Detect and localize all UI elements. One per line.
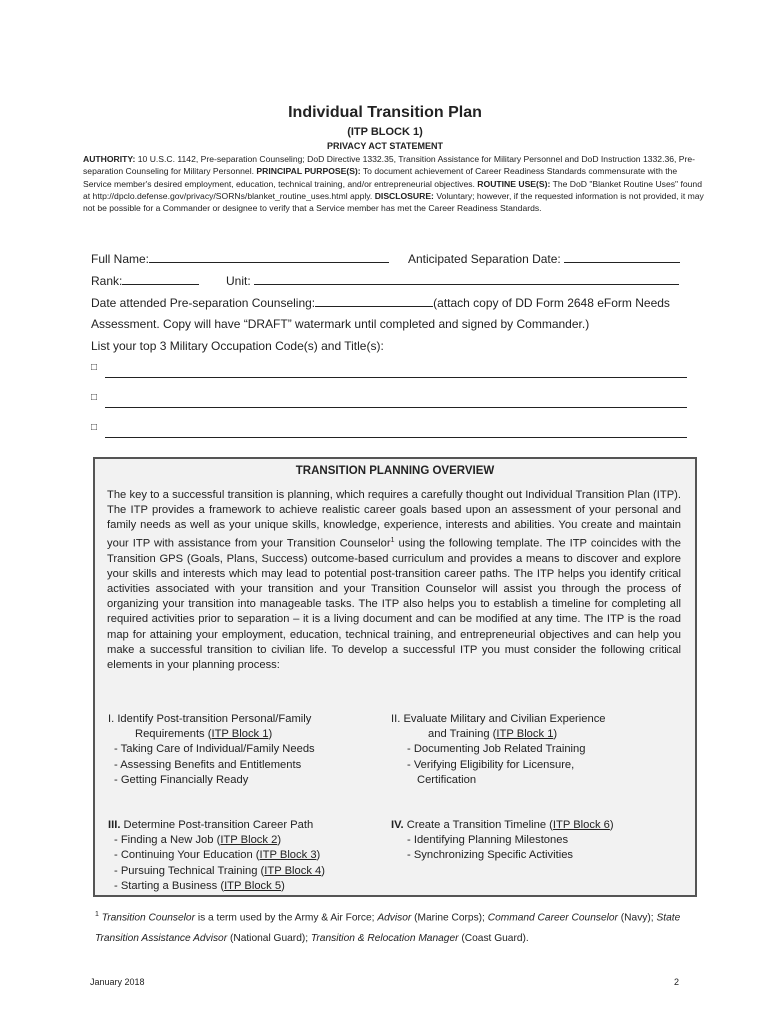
full-name-row — [91, 250, 389, 266]
section-2-numeral: II. — [391, 713, 401, 725]
footnote-text: (Marine Corps); — [411, 912, 488, 924]
checkbox-1[interactable]: □ — [91, 362, 98, 373]
disclosure-text: Voluntary; however, if the requested information is not provided, it may not be possible for a Commander or designee to verify that a Service member has met the Career Readiness Standards. — [83, 190, 704, 214]
itp-block-1-link[interactable]: ITP Block 1 — [211, 728, 269, 741]
disclosure-label: DISCLOSURE: — [374, 190, 434, 201]
section-1-item: - Assessing Benefits and Entitlements — [114, 758, 302, 771]
section-2-item: - Documenting Job Related Training — [407, 743, 586, 756]
itp-block-2-link[interactable]: ITP Block 2 — [220, 834, 278, 847]
privacy-heading: PRIVACY ACT STATEMENT — [326, 141, 443, 151]
footnote-marker: 1 — [95, 911, 99, 918]
rank-row — [91, 272, 199, 288]
rank-label: Rank: — [91, 274, 123, 288]
section-3-item: - Pursuing Technical Training (ITP Block 4) — [114, 864, 326, 877]
authority-label: AUTHORITY: — [83, 154, 136, 164]
itp-block-5-link[interactable]: ITP Block 5 — [224, 879, 282, 892]
routine-label: ROUTINE USE(S): — [477, 178, 551, 189]
section-3 — [108, 818, 325, 894]
footnote-term: Command Career Counselor — [487, 912, 618, 924]
section-1-subtitle: Requirements ( — [135, 728, 212, 741]
rank-field[interactable] — [122, 272, 199, 285]
section-2-close: ) — [553, 728, 558, 741]
separation-date-field[interactable] — [564, 250, 680, 263]
section-4-title: Create a Transition Timeline ( — [406, 819, 553, 831]
footnote-text: is a term used by the Army & Air Force; — [195, 912, 378, 924]
mos-input-line-1 — [105, 377, 687, 378]
section-1 — [108, 712, 315, 788]
section-2-subtitle: and Training ( — [428, 728, 497, 741]
full-name-field[interactable] — [149, 250, 389, 263]
unit-field[interactable] — [254, 272, 679, 285]
counseling-date-field[interactable] — [315, 294, 433, 307]
full-name-label: Full Name: — [91, 252, 150, 266]
section-2-item: Certification — [417, 773, 477, 786]
section-1-numeral: I. — [108, 713, 115, 725]
itp-block-6-link[interactable]: ITP Block 6 — [552, 819, 610, 831]
section-1-title: Identify Post-transition Personal/Family — [117, 713, 312, 725]
purpose-label: PRINCIPAL PURPOSE(S): — [256, 166, 361, 177]
transition-planning-overview — [93, 457, 697, 897]
section-3-numeral: III. — [108, 819, 121, 831]
itp-block-4-link[interactable]: ITP Block 4 — [264, 864, 322, 877]
unit-label: Unit: — [226, 274, 251, 288]
mos-line-1[interactable] — [91, 362, 687, 378]
section-2-title: Evaluate Military and Civilian Experience — [403, 713, 606, 725]
section-4 — [391, 818, 614, 864]
section-4-numeral: IV. — [391, 819, 404, 831]
counseling-row — [91, 294, 670, 310]
footnote-ref: 1 — [390, 537, 395, 545]
footer-date: January 2018 — [90, 977, 145, 987]
footnote-term: State Transition Assistance Advisor — [95, 912, 681, 944]
mos-line-3[interactable] — [91, 422, 687, 438]
counseling-note: (attach copy of DD Form 2648 eForm Needs — [433, 296, 670, 310]
footnote-term: Transition & Relocation Manager — [310, 932, 459, 944]
overview-title: TRANSITION PLANNING OVERVIEW — [295, 465, 495, 477]
section-1-item: - Taking Care of Individual/Family Needs — [114, 743, 315, 756]
section-2 — [391, 712, 606, 788]
section-4-close: ) — [609, 819, 614, 831]
mos-line-2[interactable] — [91, 392, 687, 408]
authority-text: 10 U.S.C. 1142, Pre-separation Counseling; DoD Directive 1332.35, Transition Assistance for Military Personnel and DoD Instruction 1332.36, Pre-separation Counseling for Military Personnel. — [83, 154, 696, 177]
checkbox-2[interactable]: □ — [91, 392, 98, 403]
footnote-text: (Coast Guard). — [458, 932, 529, 944]
footnote-term: Advisor — [377, 912, 412, 924]
section-1-item: - Getting Financially Ready — [114, 773, 249, 786]
page-number: 2 — [674, 977, 680, 987]
mos-input-line-3 — [105, 437, 687, 438]
itp-block-1-link-2[interactable]: ITP Block 1 — [496, 728, 554, 741]
purpose-text: To document achievement of Career Readiness Standards commensurate with the Service member's desired employment, education, technical training, and/or entrepreneurial objectives. — [83, 166, 678, 189]
routine-text: The DoD "Blanket Routine Uses" found at http://dpclo.defense.gov/privacy/SORNs/blanket_routine_uses.html apply. — [83, 178, 702, 201]
mos-input-line-2 — [105, 407, 687, 408]
footnote-text: (Navy); — [617, 912, 657, 924]
privacy-statement — [83, 153, 707, 214]
section-3-item: - Starting a Business (ITP Block 5) — [114, 879, 285, 892]
separation-date-row — [408, 250, 680, 266]
footnote-term: Transition Counselor — [101, 912, 195, 924]
footnote-text: (National Guard); — [227, 932, 311, 944]
assessment-note: Assessment. Copy will have “DRAFT” watermark until completed and signed by Commander.) — [91, 317, 590, 331]
section-3-item: - Continuing Your Education (ITP Block 3) — [114, 849, 321, 862]
section-3-title: Determine Post-transition Career Path — [123, 819, 314, 831]
overview-paragraph — [107, 488, 681, 673]
section-4-item: - Synchronizing Specific Activities — [407, 849, 574, 862]
footnote — [95, 905, 695, 949]
mos-label: List your top 3 Military Occupation Code(s) and Title(s): — [91, 339, 384, 353]
section-2-item: - Verifying Eligibility for Licensure, — [407, 758, 575, 771]
overview-text-2: using the following template. The ITP coincides with the Transition GPS (Goals, Plans, Success) outcome-based curriculum and provides a means to discover and explore your skills and interests which may lead to potential post-transition career paths. The ITP helps you identify critical activities associated with your transition and your Transition Counselor will assist you through the process of organizing your transition into manageable tasks. The ITP also helps you to establish a timeline for completing all required activities prior to separation – it is a living document and can be modified at any time. The ITP is the road map for attaining your employment, education, technical training, and entrepreneurial objectives and can help you make a successful transition to civilian life. To develop a successful ITP you must consider the following critical elements in your planning process: — [107, 538, 682, 671]
unit-row — [226, 272, 679, 288]
page-title: Individual Transition Plan — [288, 104, 482, 121]
section-1-close: ) — [268, 728, 273, 741]
counseling-label: Date attended Pre-separation Counseling: — [91, 296, 316, 310]
separation-date-label: Anticipated Separation Date: — [408, 252, 561, 266]
section-4-item: - Identifying Planning Milestones — [407, 834, 569, 847]
checkbox-3[interactable]: □ — [91, 422, 98, 433]
itp-block-3-link[interactable]: ITP Block 3 — [259, 849, 317, 862]
block-subtitle: (ITP BLOCK 1) — [347, 126, 423, 138]
section-3-item: - Finding a New Job (ITP Block 2) — [114, 834, 282, 847]
overview-text-1: The key to a successful transition is planning, which requires a carefully thought out Individual Transition Plan (ITP). The ITP provides a framework to achieve realistic career goals based upon an assessment of your personal and family needs as well as your unique skills, knowledge, experience, interests and abilities. You create and maintain your ITP with assistance from your Transition Counselor — [107, 489, 681, 551]
